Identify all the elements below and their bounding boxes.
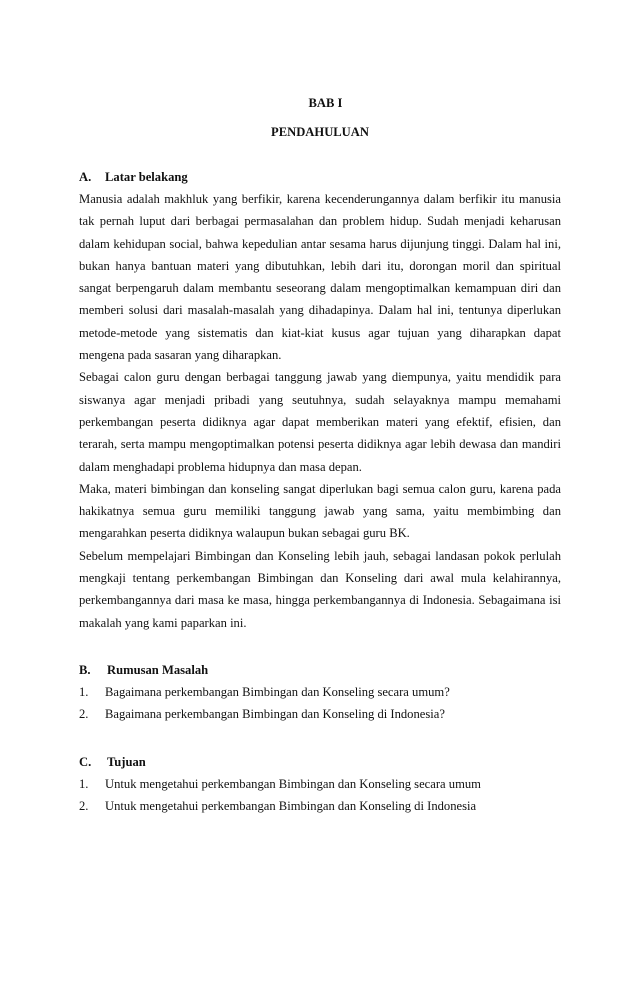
paragraph: Sebelum mempelajari Bimbingan dan Konseling lebih jauh, sebagai landasan pokok perlulah mengkaji tentang perkembangan Bimbingan dan Konseling dari awal mula kelahirannya, perkembangannya dari masa ke masa, hingga perkembangannya di Indonesia. Sebagaimana isi makalah yang kami paparkan ini. [79, 548, 561, 630]
section-letter: C. [79, 754, 92, 769]
section-heading [79, 752, 561, 773]
list-item [79, 703, 561, 726]
section-heading [79, 167, 561, 188]
list-text: Bagaimana perkembangan Bimbingan dan Konseling di Indonesia? [105, 707, 445, 722]
section-title: Rumusan Masalah [107, 662, 209, 677]
list-item [79, 773, 561, 796]
paragraph: Maka, materi bimbingan dan konseling sangat diperlukan bagi semua calon guru, karena pada hakikatnya semua guru memiliki tanggung jawab yang sama, yaitu membimbing dan mengarahkan peserta didiknya walaupun bukan sebagai guru BK. [79, 481, 561, 541]
list-number: 2. [79, 707, 89, 722]
list-number: 1. [79, 684, 89, 699]
list-number: 2. [79, 799, 89, 814]
list-text: Bagaimana perkembangan Bimbingan dan Konseling secara umum? [105, 684, 450, 699]
list-text: Untuk mengetahui perkembangan Bimbingan dan Konseling secara umum [105, 776, 481, 791]
chapter-number: BAB I [308, 96, 343, 110]
list-text: Untuk mengetahui perkembangan Bimbingan dan Konseling di Indonesia [105, 799, 477, 814]
list-item [79, 681, 561, 704]
list-number: 1. [79, 776, 89, 791]
section-title: Latar belakang [105, 170, 188, 184]
section-heading [79, 660, 561, 681]
section-latar-belakang [79, 167, 561, 634]
section-letter: B. [79, 662, 91, 677]
chapter-title: PENDAHULUAN [271, 125, 369, 139]
list-item [79, 795, 561, 818]
section-letter: A. [79, 170, 92, 184]
section-tujuan [79, 752, 561, 818]
paragraph: Manusia adalah makhluk yang berfikir, karena kecenderungannya dalam berfikir itu manusia tak pernah luput dari berbagai permasalahan dan problem hidup. Sudah menjadi keharusan dalam kehidupan social, bahwa kepedulian antar sesama harus dijunjung tinggi. Dalam hal ini, bukan hanya bantuan materi yang dibutuhkan, lebih dari itu, dorongan moril dan spiritual sangat berpengaruh dalam membantu seseorang dalam mengoptimalkan kemampuan diri dan memberi solusi dari masalah-masalah yang dihadapinya. Dalam hal ini, tentunya diperlukan metode-metode yang sistematis dan kiat-kiat kusus agar tujuan yang diharapkan dapat mengena pada sasaran yang diharapkan. [79, 192, 561, 363]
section-rumusan-masalah [79, 660, 561, 726]
paragraph: Sebagai calon guru dengan berbagai tanggung jawab yang diempunya, yaitu mendidik para siswanya agar menjadi pribadi yang seutuhnya, sudah selayaknya mampu memahami perkembangan peserta didiknya agar dapat memberikan materi yang efektif, efisien, dan terarah, serta mampu mengoptimalkan potensi peserta didiknya agar lebih dewasa dan mandiri dalam menghadapi problema hidupnya dan masa depan. [79, 370, 561, 474]
section-title: Tujuan [107, 754, 146, 769]
